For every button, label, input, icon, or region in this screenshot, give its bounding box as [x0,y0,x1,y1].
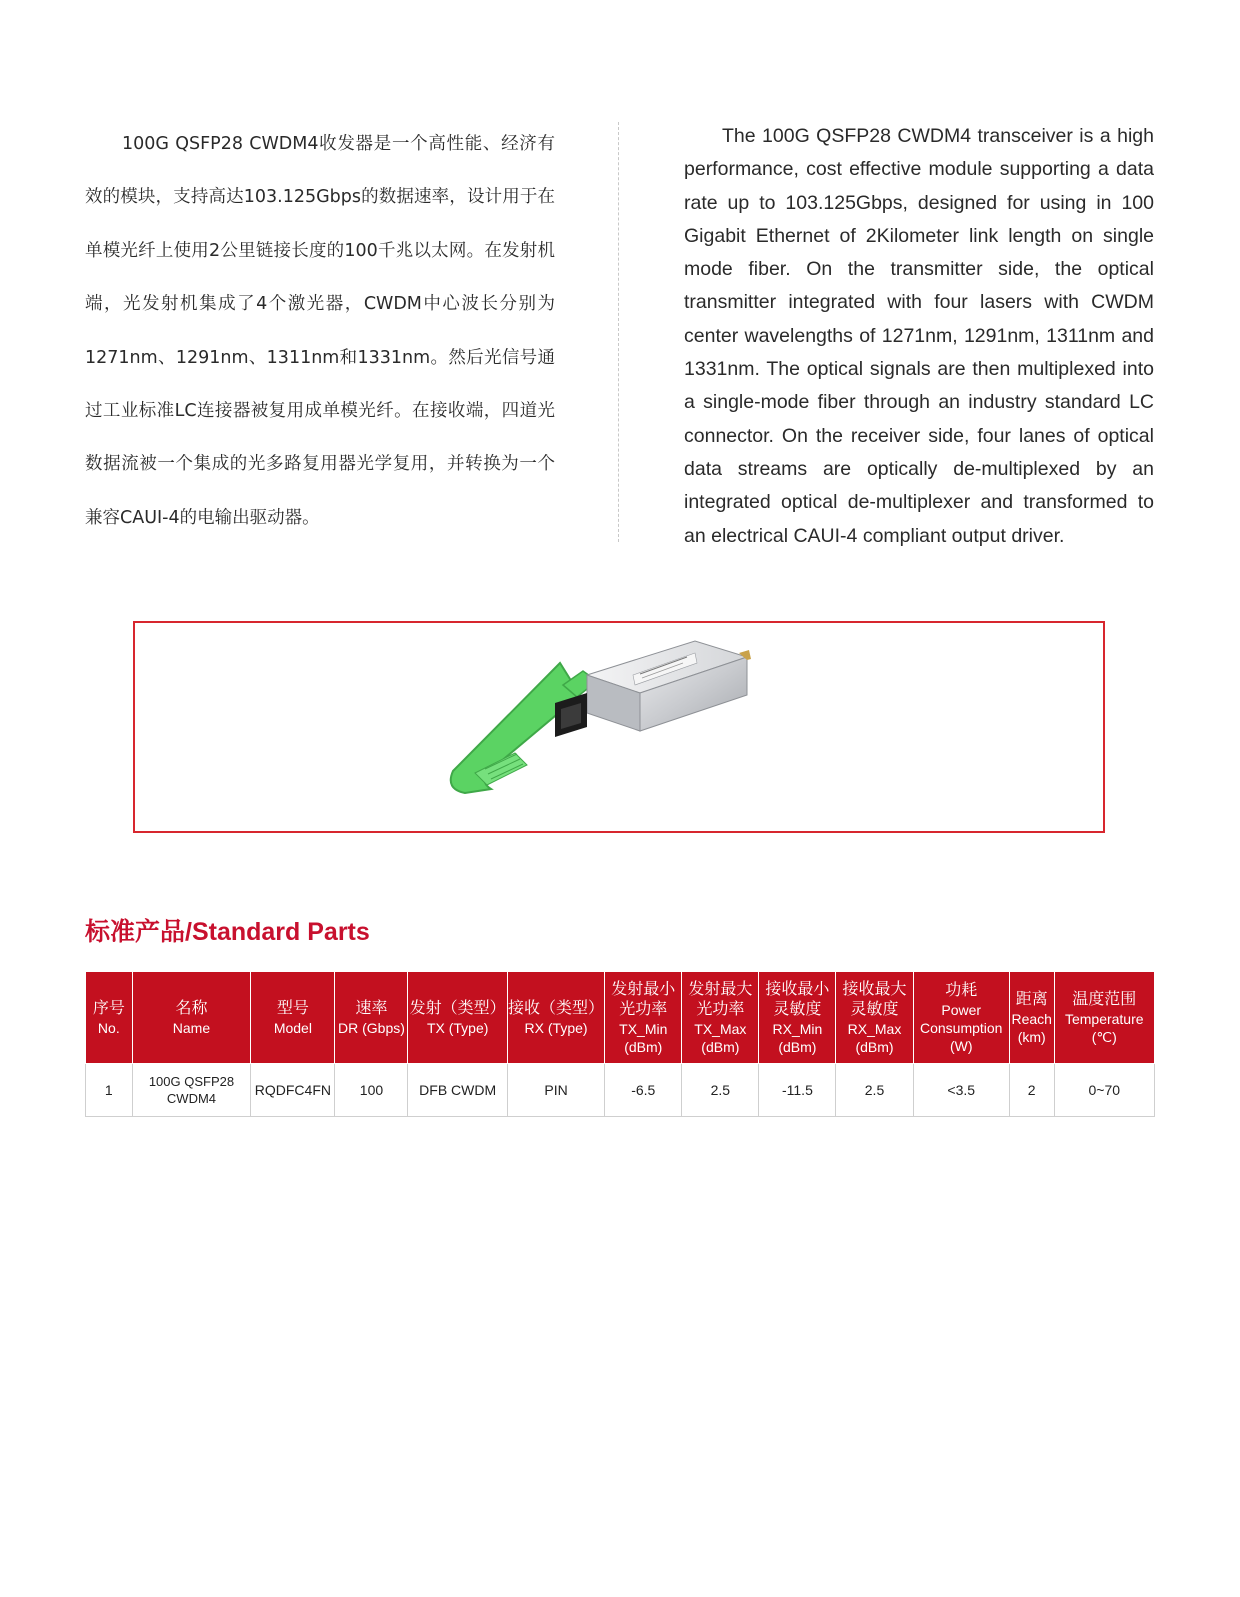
qsfp28-module-image [135,623,1103,831]
column-divider [618,122,619,542]
header-rx-type: 接收（类型） RX (Type) [507,972,604,1064]
intro-chinese: 100G QSFP28 CWDM4收发器是一个高性能、经济有效的模块，支持高达103.125Gbps的数据速率，设计用于在单模光纤上使用2公里链接长度的100千兆以太网。在发射机端，光发射机集成了4个激光器，CWDM中心波长分别为1271nm、1291nm、1311nm和1331nm。然后光信号通过工业标准LC连接器被复用成单模光纤。在接收端，四道光数据流被一个集成的光多路复用器光学复用，并转换为一个兼容CAUI-4的电输出驱动器。 [85,134,555,528]
cell-data-rate: 100 [335,1064,408,1117]
cell-tx-type: DFB CWDM [408,1064,507,1117]
header-model: 型号 Model [251,972,335,1064]
header-tx-min: 发射最小光功率 TX_Min (dBm) [605,972,682,1064]
product-image-frame [133,621,1105,833]
cell-name: 100G QSFP28 CWDM4 [132,1064,251,1117]
cell-rx-min: -11.5 [759,1064,836,1117]
standard-parts-title: 标准产品/Standard Parts [85,918,370,946]
cell-model: RQDFC4FN [251,1064,335,1117]
header-reach: 距离 Reach (km) [1009,972,1054,1064]
intro-english: The 100G QSFP28 CWDM4 transceiver is a high performance, cost effective module supporting a data rate up to 103.125Gbps, designed for using in 100 Gigabit Ethernet of 2Kilometer link length on single mode fiber. On the transmitter side, the optical transmitter integrated with four lasers with CWDM center wavelengths of 1271nm, 1291nm, 1311nm and 1331nm. The optical signals are then multiplexed into a single-mode fiber through an industry standard LC connector. On the receiver side, four lanes of optical data streams are optically de-multiplexed by an integrated optical de-multiplexer and transformed to an electrical CAUI-4 compliant output driver. [684,125,1154,547]
cell-reach: 2 [1009,1064,1054,1117]
cell-tx-min: -6.5 [605,1064,682,1117]
standard-parts-table [85,971,1155,1117]
header-tx-max: 发射最大光功率 TX_Max (dBm) [682,972,759,1064]
header-power: 功耗 Power Consumption (W) [913,972,1009,1064]
table-row [86,1064,1155,1117]
header-no: 序号 No. [86,972,133,1064]
cell-rx-type: PIN [507,1064,604,1117]
header-tx-type: 发射（类型） TX (Type) [408,972,507,1064]
table-header-row [86,972,1155,1064]
cell-no: 1 [86,1064,133,1117]
cell-tx-max: 2.5 [682,1064,759,1117]
cell-power: <3.5 [913,1064,1009,1117]
header-temperature: 温度范围 Temperature (℃) [1054,972,1154,1064]
header-data-rate: 速率 DR (Gbps) [335,972,408,1064]
cell-rx-max: 2.5 [836,1064,913,1117]
header-rx-max: 接收最大灵敏度 RX_Max (dBm) [836,972,913,1064]
header-rx-min: 接收最小灵敏度 RX_Min (dBm) [759,972,836,1064]
header-name: 名称 Name [132,972,251,1064]
cell-temperature: 0~70 [1054,1064,1154,1117]
